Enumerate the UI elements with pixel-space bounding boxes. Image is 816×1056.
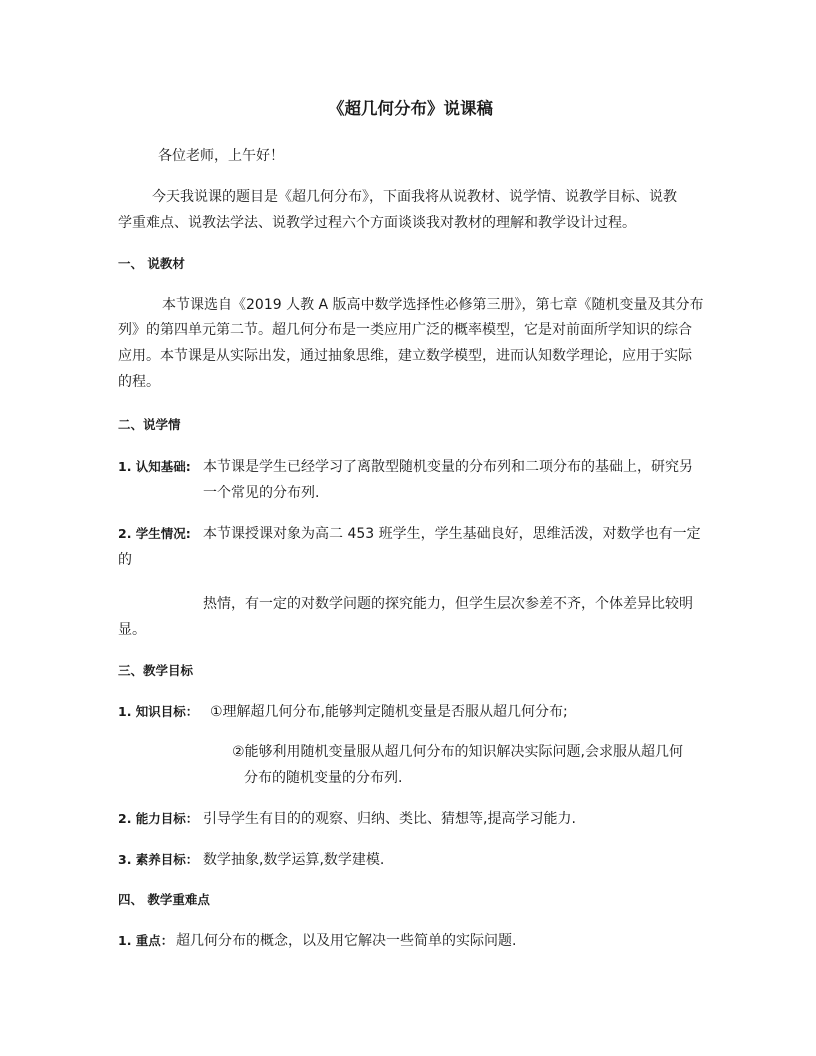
section-3-item-1-label: 1. 知识目标： [118,704,199,719]
section-4-item-1-text: 超几何分布的概念，以及用它解决一些简单的实际问题. [176,933,517,949]
section-4-heading: 四、 教学重难点 [118,892,210,907]
section-1-heading: 一、 说教材 [118,256,185,271]
section-3-item-3-text: 数学抽象,数学运算,数学建模. [203,852,385,868]
section-2-item-2-text: 本节课授课对象为高二 453 班学生，学生基础良好，思维活泼，对数学也有一定 [203,526,701,542]
section-2-item-2-label: 2. 学生情况: [118,526,191,541]
section-3-item-3-label: 3. 素养目标： [118,852,199,867]
page-title: 《超几何分布》说课稿 [328,99,493,118]
section-2-item-2-continuation-2: 显。 [118,622,146,638]
section-3-item-1-sub-1: ②能够利用随机变量服从超几何分布的知识解决实际问题,会求服从超几何 [232,744,683,760]
section-2-heading: 二、说学情 [118,417,181,432]
section-2-item-1-continuation: 一个常见的分布列. [203,485,320,501]
section-2-item-1-label: 1. 认知基础: [118,459,191,474]
section-1-line-2: 列》的第四单元第二节。超几何分布是一类应用广泛的概率模型，它是对前面所学知识的综合 [118,322,692,338]
section-4-item-1-label: 1. 重点： [118,933,174,948]
section-2-item-1-text: 本节课是学生已经学习了离散型随机变量的分布列和二项分布的基础上，研究另 [203,459,693,475]
section-3-item-2-label: 2. 能力目标： [118,811,199,826]
section-3-item-2-text: 引导学生有目的的观察、归纳、类比、猜想等,提高学习能力. [203,811,576,827]
section-1-line-3: 应用。本节课是从实际出发，通过抽象思维，建立数学模型，进而认知数学理论，应用于实际 [118,348,692,364]
section-2-item-2-tail: 的 [118,552,132,568]
section-1-line-4: 的程。 [118,374,160,390]
section-2-item-2-continuation-1: 热情，有一定的对数学问题的探究能力，但学生层次参差不齐，个体差异比较明 [203,596,693,612]
intro-line-1: 今天我说课的题目是《超几何分布》，下面我将从说教材、说学情、说教学目标、说教 [152,189,677,205]
section-3-heading: 三、教学目标 [118,663,194,678]
section-1-line-1: 本节课选自《2019 人教 A 版高中数学选择性必修第三册》，第七章《随机变量及其分布 [162,297,704,313]
intro-line-2: 学重难点、说教法学法、说教学过程六个方面谈谈我对教材的理解和教学设计过程。 [118,215,636,231]
section-3-item-1-text: ①理解超几何分布,能够判定随机变量是否服从超几何分布; [210,704,568,720]
greeting: 各位老师，上午好！ [158,148,284,164]
section-3-item-1-sub-2: 分布的随机变量的分布列. [244,770,403,786]
